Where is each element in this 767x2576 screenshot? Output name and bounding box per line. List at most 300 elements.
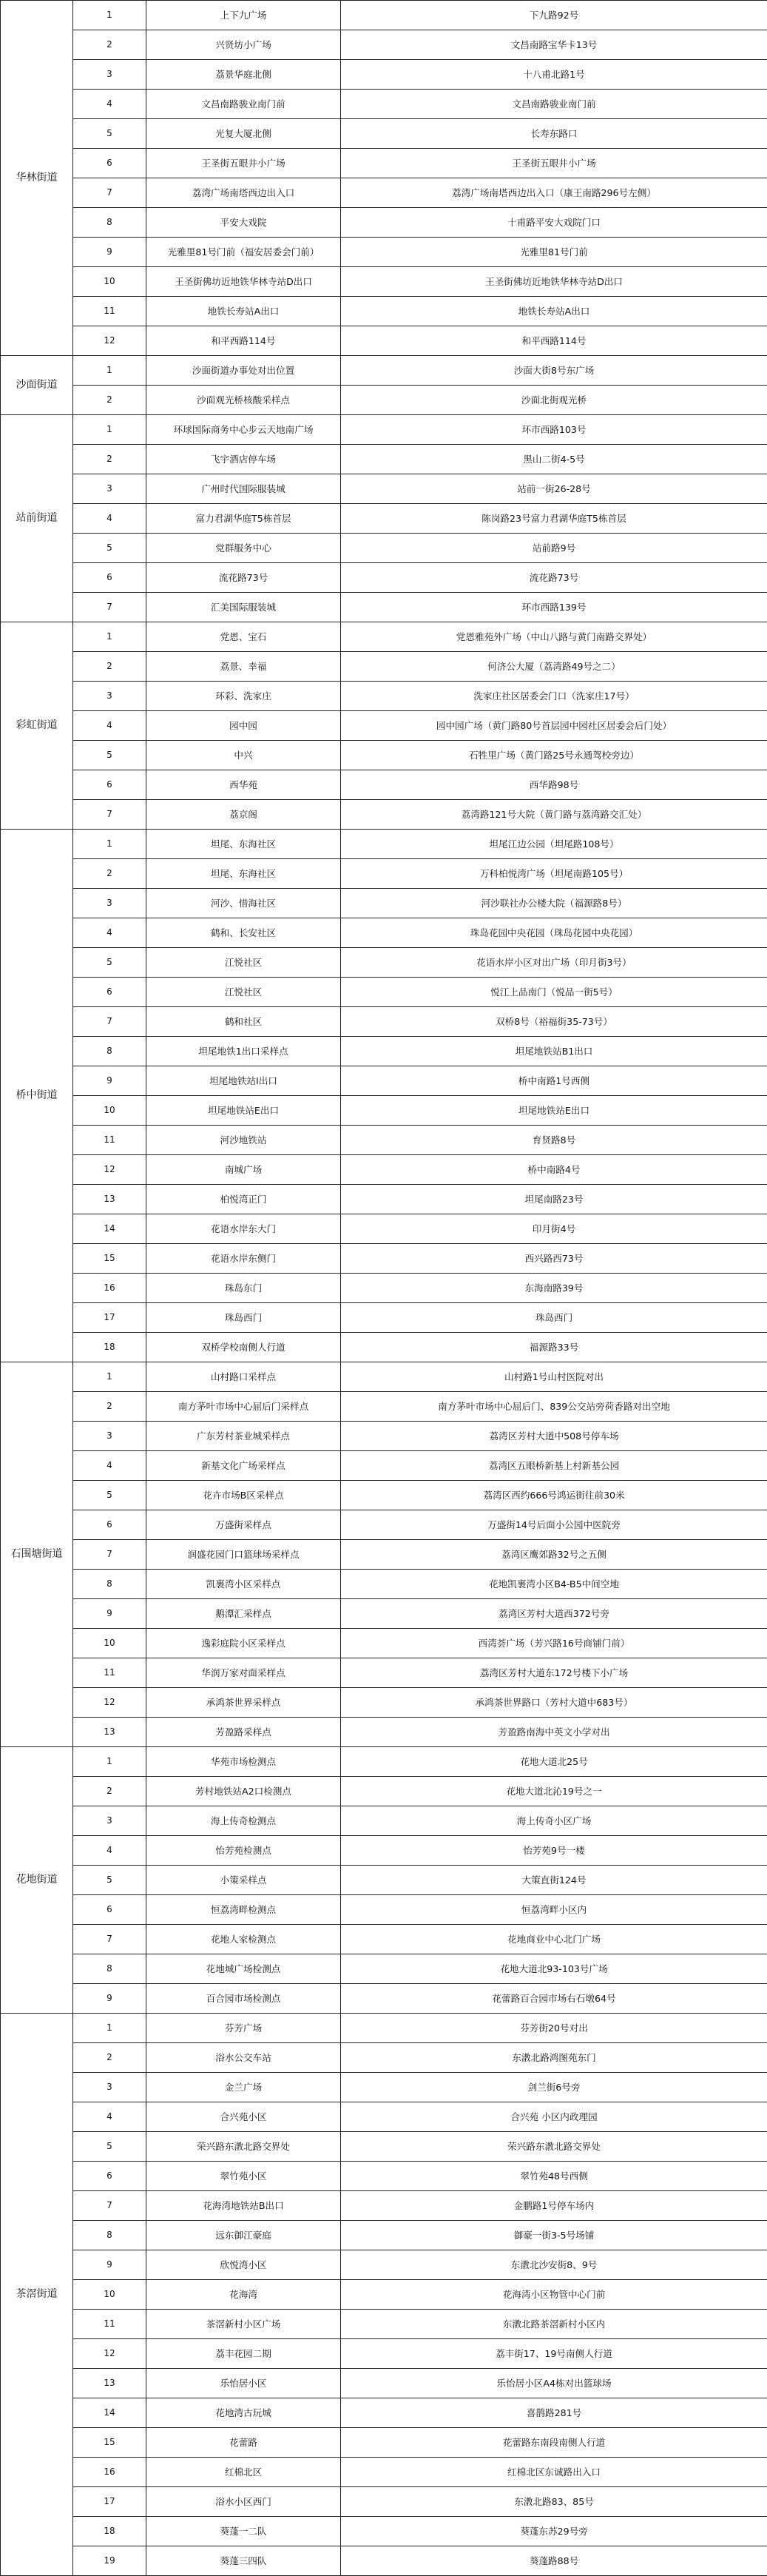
site-address-cell: 怡芳苑9号一楼 xyxy=(341,1836,767,1866)
site-address-cell: 珠岛西门 xyxy=(341,1303,767,1333)
site-name-cell: 花海湾 xyxy=(146,2280,341,2310)
site-name-cell: 坦尾地铁1出口采样点 xyxy=(146,1037,341,1066)
row-number-cell: 15 xyxy=(73,1244,146,1274)
site-name-cell: 江悦社区 xyxy=(146,948,341,978)
row-number-cell: 11 xyxy=(73,1658,146,1688)
site-name-cell: 荔丰花园二期 xyxy=(146,2339,341,2369)
site-address-cell: 万盛街14号后面小公园中医院旁 xyxy=(341,1510,767,1540)
site-name-cell: 花语水岸东侧门 xyxy=(146,1244,341,1274)
site-name-cell: 富力君湖华庭T5栋首层 xyxy=(146,504,341,534)
site-address-cell: 十甫路平安大戏院门口 xyxy=(341,208,767,238)
row-number-cell: 5 xyxy=(73,1481,146,1510)
site-address-cell: 芳盈路南海中英文小学对出 xyxy=(341,1718,767,1747)
row-number-cell: 7 xyxy=(73,178,146,208)
table-row xyxy=(1,2310,767,2339)
table-row xyxy=(1,682,767,711)
table-row xyxy=(1,2398,767,2428)
table-row xyxy=(1,2458,767,2487)
row-number-cell: 2 xyxy=(73,386,146,415)
site-name-cell: 金兰广场 xyxy=(146,2073,341,2102)
table-row xyxy=(1,1185,767,1214)
site-name-cell: 珠岛西门 xyxy=(146,1303,341,1333)
site-address-cell: 站前路9号 xyxy=(341,534,767,563)
site-address-cell: 长寿东路口 xyxy=(341,119,767,149)
row-number-cell: 13 xyxy=(73,1718,146,1747)
row-number-cell: 1 xyxy=(73,1362,146,1392)
site-address-cell: 育贤路8号 xyxy=(341,1126,767,1155)
site-address-cell: 芬芳街20号对出 xyxy=(341,2014,767,2043)
row-number-cell: 10 xyxy=(73,267,146,297)
table-row xyxy=(1,978,767,1007)
site-name-cell: 环彩、洗家庄 xyxy=(146,682,341,711)
table-row xyxy=(1,2014,767,2043)
row-number-cell: 6 xyxy=(73,149,146,178)
table-row xyxy=(1,149,767,178)
table-row xyxy=(1,1925,767,1954)
site-address-cell: 承鸿茶世界路口（芳村大道中683号） xyxy=(341,1688,767,1718)
row-number-cell: 9 xyxy=(73,1599,146,1629)
site-name-cell: 华苑市场检测点 xyxy=(146,1747,341,1777)
table-row xyxy=(1,2250,767,2280)
table-row xyxy=(1,770,767,800)
row-number-cell: 3 xyxy=(73,60,146,90)
site-address-cell: 东漖北沙安街8、9号 xyxy=(341,2250,767,2280)
table-row xyxy=(1,1155,767,1185)
site-address-cell: 流花路73号 xyxy=(341,563,767,593)
row-number-cell: 2 xyxy=(73,445,146,474)
site-address-cell: 何济公大厦（荔湾路49号之二） xyxy=(341,652,767,682)
table-row xyxy=(1,1126,767,1155)
row-number-cell: 9 xyxy=(73,1984,146,2014)
table-row xyxy=(1,504,767,534)
site-address-cell: 珠岛花园中央花园（珠岛花园中央花园） xyxy=(341,918,767,948)
row-number-cell: 11 xyxy=(73,297,146,326)
table-row xyxy=(1,2428,767,2458)
street-name-cell: 站前街道 xyxy=(1,415,73,622)
site-name-cell: 上下九广场 xyxy=(146,1,341,30)
site-address-cell: 环市西路103号 xyxy=(341,415,767,445)
site-address-cell: 印月街4号 xyxy=(341,1214,767,1244)
site-name-cell: 花地湾古玩城 xyxy=(146,2398,341,2428)
site-address-cell: 葵蓬路88号 xyxy=(341,2546,767,2576)
site-name-cell: 文昌南路骏业南门前 xyxy=(146,90,341,119)
site-address-cell: 桥中南路1号西侧 xyxy=(341,1066,767,1096)
site-name-cell: 坦尾、东海社区 xyxy=(146,859,341,889)
site-address-cell: 坦尾南路23号 xyxy=(341,1185,767,1214)
site-address-cell: 王圣街五眼井小广场 xyxy=(341,149,767,178)
table-row xyxy=(1,1747,767,1777)
site-address-cell: 洗家庄社区居委会门口（洗家庄17号） xyxy=(341,682,767,711)
site-name-cell: 坦尾地铁站E出口 xyxy=(146,1096,341,1126)
table-row xyxy=(1,1214,767,1244)
site-name-cell: 合兴苑小区 xyxy=(146,2102,341,2132)
site-address-cell: 园中园广场（黄门路80号首层园中园社区居委会后门处） xyxy=(341,711,767,741)
site-address-cell: 坦尾地铁站B1出口 xyxy=(341,1037,767,1066)
row-number-cell: 6 xyxy=(73,978,146,1007)
table-row xyxy=(1,2162,767,2191)
row-number-cell: 12 xyxy=(73,1688,146,1718)
table-row xyxy=(1,2280,767,2310)
table-row xyxy=(1,1007,767,1037)
site-name-cell: 承鸿茶世界采样点 xyxy=(146,1688,341,1718)
table-row xyxy=(1,1895,767,1925)
site-address-cell: 荔湾区芳村大道西372号旁 xyxy=(341,1599,767,1629)
row-number-cell: 5 xyxy=(73,534,146,563)
row-number-cell: 3 xyxy=(73,2073,146,2102)
table-row xyxy=(1,1540,767,1570)
row-number-cell: 11 xyxy=(73,1126,146,1155)
street-name-cell: 花地街道 xyxy=(1,1747,73,2014)
site-name-cell: 江悦社区 xyxy=(146,978,341,1007)
site-name-cell: 恒荔湾畔检测点 xyxy=(146,1895,341,1925)
row-number-cell: 5 xyxy=(73,1866,146,1895)
site-name-cell: 光雅里81号门前（福安居委会门前） xyxy=(146,238,341,267)
site-name-cell: 花蕾路 xyxy=(146,2428,341,2458)
site-address-cell: 红棉北区东诚路出入口 xyxy=(341,2458,767,2487)
site-name-cell: 沙面观光桥核酸采样点 xyxy=(146,386,341,415)
table-row xyxy=(1,2102,767,2132)
site-address-cell: 东海南路39号 xyxy=(341,1274,767,1303)
row-number-cell: 11 xyxy=(73,2310,146,2339)
table-row xyxy=(1,1333,767,1362)
site-address-cell: 悦江上品南门（悦品一街5号） xyxy=(341,978,767,1007)
table-row xyxy=(1,2073,767,2102)
site-address-cell: 西湾荟广场（芳兴路16号商铺门前） xyxy=(341,1629,767,1658)
table-row xyxy=(1,1510,767,1540)
site-address-cell: 和平西路114号 xyxy=(341,326,767,356)
site-name-cell: 河沙地铁站 xyxy=(146,1126,341,1155)
site-address-cell: 王圣街佛坊近地铁华林寺站D出口 xyxy=(341,267,767,297)
table-row xyxy=(1,1777,767,1806)
site-name-cell: 坦尾地铁站I出口 xyxy=(146,1066,341,1096)
site-name-cell: 润盛花园门口篮球场采样点 xyxy=(146,1540,341,1570)
table-row xyxy=(1,2043,767,2073)
site-address-cell: 喜鹊路281号 xyxy=(341,2398,767,2428)
row-number-cell: 2 xyxy=(73,1392,146,1422)
row-number-cell: 14 xyxy=(73,1214,146,1244)
site-name-cell: 红棉北区 xyxy=(146,2458,341,2487)
site-name-cell: 中兴 xyxy=(146,741,341,770)
site-address-cell: 东漖北路茶滘新村小区内 xyxy=(341,2310,767,2339)
row-number-cell: 1 xyxy=(73,2014,146,2043)
table-row xyxy=(1,445,767,474)
row-number-cell: 6 xyxy=(73,1895,146,1925)
site-name-cell: 广州时代国际服装城 xyxy=(146,474,341,504)
site-address-cell: 大策直街124号 xyxy=(341,1866,767,1895)
site-address-cell: 地铁长寿站A出口 xyxy=(341,297,767,326)
table-row xyxy=(1,948,767,978)
site-name-cell: 凯裹湾小区采样点 xyxy=(146,1570,341,1599)
table-row xyxy=(1,1954,767,1984)
table-row xyxy=(1,563,767,593)
row-number-cell: 2 xyxy=(73,859,146,889)
table-row xyxy=(1,534,767,563)
table-row xyxy=(1,1806,767,1836)
site-address-cell: 花蕾路东南段南侧人行道 xyxy=(341,2428,767,2458)
row-number-cell: 17 xyxy=(73,2487,146,2517)
site-name-cell: 花卉市场B区采样点 xyxy=(146,1481,341,1510)
table-row xyxy=(1,1866,767,1895)
street-name-cell: 茶滘街道 xyxy=(1,2014,73,2576)
table-row xyxy=(1,889,767,918)
site-address-cell: 花蕾路百合园市场右石墩64号 xyxy=(341,1984,767,2014)
site-name-cell: 海上传奇检测点 xyxy=(146,1806,341,1836)
table-row xyxy=(1,652,767,682)
row-number-cell: 13 xyxy=(73,1185,146,1214)
row-number-cell: 7 xyxy=(73,1925,146,1954)
site-name-cell: 园中园 xyxy=(146,711,341,741)
site-name-cell: 山村路口采样点 xyxy=(146,1362,341,1392)
row-number-cell: 6 xyxy=(73,563,146,593)
row-number-cell: 12 xyxy=(73,1155,146,1185)
site-address-cell: 恒荔湾畔小区内 xyxy=(341,1895,767,1925)
row-number-cell: 10 xyxy=(73,1096,146,1126)
row-number-cell: 1 xyxy=(73,830,146,859)
row-number-cell: 5 xyxy=(73,948,146,978)
site-name-cell: 荔湾广场南塔西边出入口 xyxy=(146,178,341,208)
site-name-cell: 飞宇酒店停车场 xyxy=(146,445,341,474)
street-name-cell: 桥中街道 xyxy=(1,830,73,1362)
site-address-cell: 葵蓬东苏29号旁 xyxy=(341,2517,767,2546)
row-number-cell: 1 xyxy=(73,415,146,445)
row-number-cell: 7 xyxy=(73,800,146,830)
site-name-cell: 怡芳苑检测点 xyxy=(146,1836,341,1866)
row-number-cell: 1 xyxy=(73,356,146,386)
site-address-cell: 荔湾路121号大院（黄门路与荔湾路交汇处） xyxy=(341,800,767,830)
site-name-cell: 地铁长寿站A出口 xyxy=(146,297,341,326)
site-name-cell: 柏悦湾正门 xyxy=(146,1185,341,1214)
table-row xyxy=(1,1658,767,1688)
site-address-cell: 荔湾区芳村大道中508号停车场 xyxy=(341,1422,767,1451)
row-number-cell: 17 xyxy=(73,1303,146,1333)
table-row xyxy=(1,918,767,948)
row-number-cell: 3 xyxy=(73,889,146,918)
table-row xyxy=(1,1599,767,1629)
table-row xyxy=(1,2546,767,2576)
site-name-cell: 百合园市场检测点 xyxy=(146,1984,341,2014)
site-address-cell: 翠竹苑48号西侧 xyxy=(341,2162,767,2191)
site-address-cell: 陈岗路23号富力君湖华庭T5栋首层 xyxy=(341,504,767,534)
site-address-cell: 文昌南路宝华卡13号 xyxy=(341,30,767,60)
table-row xyxy=(1,2517,767,2546)
site-name-cell: 坦尾、东海社区 xyxy=(146,830,341,859)
site-name-cell: 鹤和社区 xyxy=(146,1007,341,1037)
table-row xyxy=(1,1392,767,1422)
site-address-cell: 河沙联社办公楼大院（福源路8号） xyxy=(341,889,767,918)
site-address-cell: 海上传奇小区广场 xyxy=(341,1806,767,1836)
site-name-cell: 鹅潭汇采样点 xyxy=(146,1599,341,1629)
site-address-cell: 花地大道北沁19号之一 xyxy=(341,1777,767,1806)
row-number-cell: 4 xyxy=(73,90,146,119)
site-address-cell: 花语水岸小区对出广场（印月街3号） xyxy=(341,948,767,978)
site-name-cell: 荔景、幸福 xyxy=(146,652,341,682)
table-row xyxy=(1,326,767,356)
row-number-cell: 1 xyxy=(73,1,146,30)
row-number-cell: 15 xyxy=(73,2428,146,2458)
table-row xyxy=(1,741,767,770)
row-number-cell: 7 xyxy=(73,2191,146,2221)
site-name-cell: 花海湾地铁站B出口 xyxy=(146,2191,341,2221)
street-name-cell: 石围塘街道 xyxy=(1,1362,73,1747)
site-address-cell: 党恩雅苑外广场（中山八路与黄门南路交界处） xyxy=(341,622,767,652)
site-address-cell: 沙面北街观光桥 xyxy=(341,386,767,415)
street-name-cell: 沙面街道 xyxy=(1,356,73,415)
table-row xyxy=(1,2487,767,2517)
table-row xyxy=(1,859,767,889)
row-number-cell: 16 xyxy=(73,2458,146,2487)
row-number-cell: 4 xyxy=(73,1836,146,1866)
site-address-cell: 十八甫北路1号 xyxy=(341,60,767,90)
table-row xyxy=(1,2339,767,2369)
table-row xyxy=(1,1362,767,1392)
row-number-cell: 9 xyxy=(73,238,146,267)
site-address-cell: 花海湾小区物管中心门前 xyxy=(341,2280,767,2310)
site-name-cell: 乐怡居小区 xyxy=(146,2369,341,2398)
table-row xyxy=(1,1274,767,1303)
site-address-cell: 南方茅叶市场中心屈后门、839公交站旁荷香路对出空地 xyxy=(341,1392,767,1422)
table-row xyxy=(1,593,767,622)
site-name-cell: 花地人家检测点 xyxy=(146,1925,341,1954)
row-number-cell: 10 xyxy=(73,1629,146,1658)
site-address-cell: 黑山二街4-5号 xyxy=(341,445,767,474)
site-name-cell: 党群服务中心 xyxy=(146,534,341,563)
table-row xyxy=(1,622,767,652)
site-name-cell: 芬芳广场 xyxy=(146,2014,341,2043)
row-number-cell: 4 xyxy=(73,504,146,534)
site-name-cell: 荔景华庭北侧 xyxy=(146,60,341,90)
row-number-cell: 2 xyxy=(73,652,146,682)
row-number-cell: 5 xyxy=(73,2132,146,2162)
table-row xyxy=(1,1,767,30)
table-row xyxy=(1,30,767,60)
row-number-cell: 7 xyxy=(73,593,146,622)
street-name-cell: 华林街道 xyxy=(1,1,73,356)
row-number-cell: 1 xyxy=(73,622,146,652)
site-name-cell: 流花路73号 xyxy=(146,563,341,593)
table-row xyxy=(1,119,767,149)
table-row xyxy=(1,2369,767,2398)
site-name-cell: 葵蓬三四队 xyxy=(146,2546,341,2576)
site-address-cell: 东漖北路鸿图苑东门 xyxy=(341,2043,767,2073)
row-number-cell: 10 xyxy=(73,2280,146,2310)
site-name-cell: 新基文化广场采样点 xyxy=(146,1451,341,1481)
site-address-cell: 万科柏悦湾广场（坦尾南路105号） xyxy=(341,859,767,889)
table-row xyxy=(1,2132,767,2162)
site-name-cell: 芳盈路采样点 xyxy=(146,1718,341,1747)
site-name-cell: 荔京阁 xyxy=(146,800,341,830)
row-number-cell: 3 xyxy=(73,1422,146,1451)
table-row xyxy=(1,1096,767,1126)
site-name-cell: 环球国际商务中心步云天地南广场 xyxy=(146,415,341,445)
table-row xyxy=(1,1481,767,1510)
site-address-cell: 荔湾区西约666号鸿运街往前30米 xyxy=(341,1481,767,1510)
table-row xyxy=(1,1629,767,1658)
table-row xyxy=(1,415,767,445)
site-name-cell: 汇美国际服装城 xyxy=(146,593,341,622)
row-number-cell: 7 xyxy=(73,1007,146,1037)
site-name-cell: 双桥学校南侧人行道 xyxy=(146,1333,341,1362)
site-name-cell: 河沙、惜海社区 xyxy=(146,889,341,918)
site-name-cell: 王圣街佛坊近地铁华林寺站D出口 xyxy=(146,267,341,297)
site-name-cell: 珠岛东门 xyxy=(146,1274,341,1303)
site-address-cell: 荔湾广场南塔西边出入口（康王南路296号左侧） xyxy=(341,178,767,208)
table-row xyxy=(1,800,767,830)
site-address-cell: 文昌南路骏业南门前 xyxy=(341,90,767,119)
row-number-cell: 8 xyxy=(73,208,146,238)
site-address-cell: 花地大道北25号 xyxy=(341,1747,767,1777)
site-address-cell: 荔丰街17、19号南侧人行道 xyxy=(341,2339,767,2369)
site-name-cell: 远东御江豪庭 xyxy=(146,2221,341,2250)
row-number-cell: 2 xyxy=(73,1777,146,1806)
row-number-cell: 2 xyxy=(73,30,146,60)
table-row xyxy=(1,208,767,238)
row-number-cell: 5 xyxy=(73,741,146,770)
row-number-cell: 3 xyxy=(73,1806,146,1836)
site-address-cell: 石牲里广场（黄门路25号永通驾校旁边） xyxy=(341,741,767,770)
site-address-cell: 荣兴路东漖北路交界处 xyxy=(341,2132,767,2162)
site-address-cell: 花地凯裹湾小区B4-B5中间空地 xyxy=(341,1570,767,1599)
site-address-cell: 荔湾区鹰郊路32号之五侧 xyxy=(341,1540,767,1570)
row-number-cell: 4 xyxy=(73,711,146,741)
site-name-cell: 王圣街五眼井小广场 xyxy=(146,149,341,178)
site-name-cell: 党恩、宝石 xyxy=(146,622,341,652)
site-name-cell: 光复大厦北侧 xyxy=(146,119,341,149)
site-address-cell: 御豪一街3-5号场铺 xyxy=(341,2221,767,2250)
site-name-cell: 花语水岸东大门 xyxy=(146,1214,341,1244)
table-body xyxy=(1,1,767,2576)
table-row xyxy=(1,1244,767,1274)
row-number-cell: 12 xyxy=(73,2339,146,2369)
site-address-cell: 光雅里81号门前 xyxy=(341,238,767,267)
table-row xyxy=(1,356,767,386)
table-row xyxy=(1,1422,767,1451)
site-address-cell: 花地商业中心北门广场 xyxy=(341,1925,767,1954)
table-row xyxy=(1,1451,767,1481)
table-row xyxy=(1,238,767,267)
table-row xyxy=(1,711,767,741)
site-address-cell: 荔湾区五眼桥新基上村新基公园 xyxy=(341,1451,767,1481)
site-address-cell: 东漖北路83、85号 xyxy=(341,2487,767,2517)
site-address-cell: 剑兰街6号旁 xyxy=(341,2073,767,2102)
table-row xyxy=(1,1570,767,1599)
table-row xyxy=(1,1303,767,1333)
site-name-cell: 欣悦湾小区 xyxy=(146,2250,341,2280)
table-row xyxy=(1,386,767,415)
site-name-cell: 荣兴路东漖北路交界处 xyxy=(146,2132,341,2162)
row-number-cell: 12 xyxy=(73,326,146,356)
table-row xyxy=(1,1066,767,1096)
site-address-cell: 西兴路西73号 xyxy=(341,1244,767,1274)
row-number-cell: 4 xyxy=(73,918,146,948)
site-name-cell: 广东芳村茶业城采样点 xyxy=(146,1422,341,1451)
site-name-cell: 逸彩庭院小区采样点 xyxy=(146,1629,341,1658)
table-row xyxy=(1,1984,767,2014)
row-number-cell: 6 xyxy=(73,770,146,800)
row-number-cell: 4 xyxy=(73,1451,146,1481)
site-name-cell: 茶滘新村小区广场 xyxy=(146,2310,341,2339)
table-row xyxy=(1,267,767,297)
site-address-cell: 桥中南路4号 xyxy=(341,1155,767,1185)
site-name-cell: 葵蓬一二队 xyxy=(146,2517,341,2546)
site-address-cell: 福源路33号 xyxy=(341,1333,767,1362)
table-row xyxy=(1,1688,767,1718)
site-name-cell: 小策采样点 xyxy=(146,1866,341,1895)
site-address-cell: 坦尾地铁站E出口 xyxy=(341,1096,767,1126)
table-row xyxy=(1,297,767,326)
row-number-cell: 18 xyxy=(73,2517,146,2546)
row-number-cell: 7 xyxy=(73,1540,146,1570)
row-number-cell: 18 xyxy=(73,1333,146,1362)
